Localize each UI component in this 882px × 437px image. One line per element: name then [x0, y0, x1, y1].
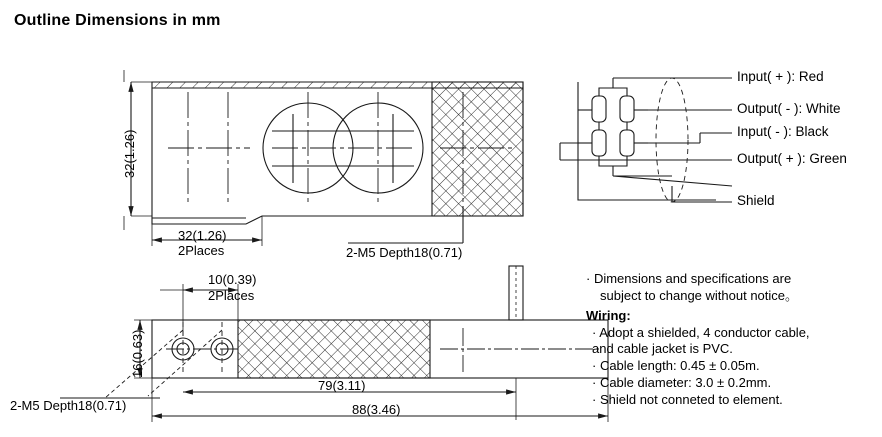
side-view-thread-note: 2-M5 Depth18(0.71): [10, 398, 127, 413]
notes-item-4: · Shield not conneted to element.: [592, 392, 783, 407]
side-view-hole-offset-label: 10(0.39): [208, 272, 257, 287]
notes-item-1: and cable jacket is PVC.: [592, 341, 733, 356]
top-view-hole-spacing-note: 2Places: [178, 243, 225, 258]
top-view-thread-note: 2-M5 Depth18(0.71): [346, 245, 463, 260]
side-view-inner-length-label: 79(3.11): [318, 378, 366, 393]
top-view-outline: [152, 82, 523, 224]
wire-label-output-negative: Output( - ): White: [737, 101, 841, 116]
wire-label-input-positive: Input( + ): Red: [737, 69, 824, 84]
side-view-hole-offset-note: 2Places: [208, 288, 255, 303]
wire-label-input-negative: Input( - ): Black: [737, 124, 829, 139]
notes-disclaimer-line-1: · Dimensions and specifications are: [586, 271, 792, 286]
side-view-overall-length-label: 88(3.46): [352, 402, 401, 417]
notes-item-2: · Cable length: 0.45 ± 0.05m.: [592, 358, 760, 373]
top-view-hole-spacing-label: 32(1.26): [178, 228, 227, 243]
page-title: Outline Dimensions in mm: [14, 12, 221, 29]
notes-item-0: · Adopt a shielded, 4 conductor cable,: [592, 325, 810, 340]
side-view-height-dimension-label: 16(0.63): [130, 329, 145, 378]
wire-label-output-positive: Output( + ): Green: [737, 151, 847, 166]
notes-item-3: · Cable diameter: 3.0 ± 0.2mm.: [592, 375, 772, 390]
top-view-height-dimension-label: 32(1.26): [122, 129, 137, 178]
wire-label-shield: Shield: [737, 193, 775, 208]
notes-wiring-heading: Wiring:: [586, 308, 631, 323]
wiring-bridge-diagram: [560, 78, 732, 202]
notes-disclaimer-line-2: subject to change without notice。: [600, 288, 799, 303]
